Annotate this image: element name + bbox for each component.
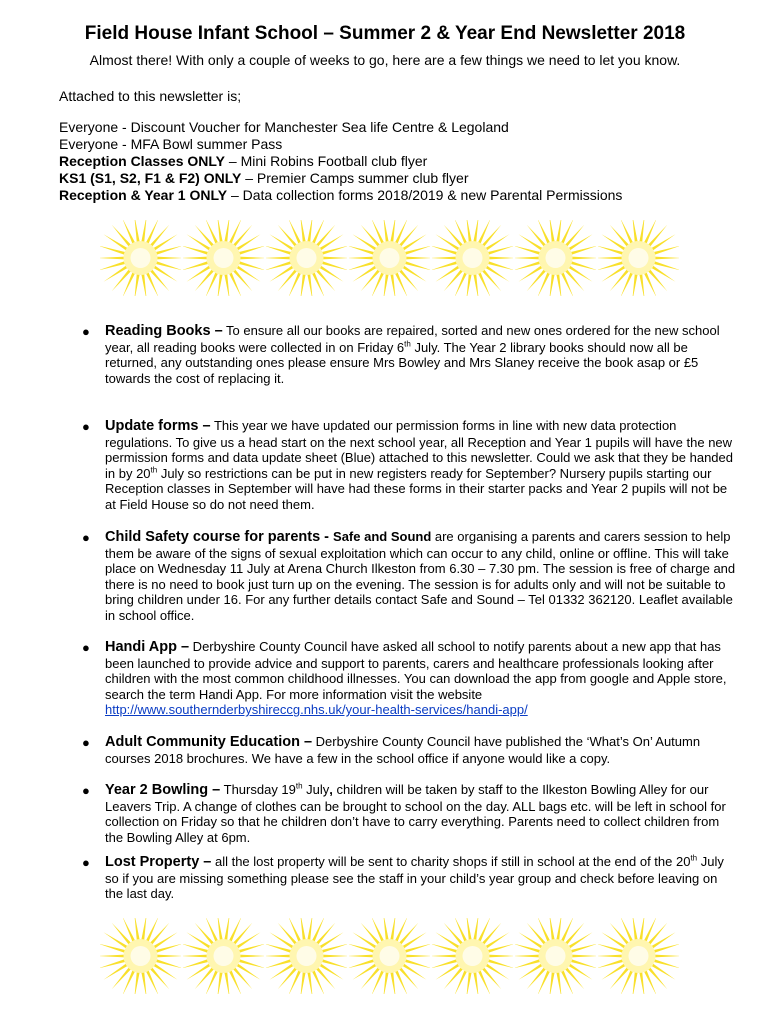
bullet-dot-icon: ● xyxy=(82,783,90,798)
sun-icon xyxy=(266,220,347,296)
sun-icon xyxy=(266,918,347,994)
bullet-adult-education: ● Adult Community Education – Derbyshire County Council have published the ‘What’s On’ Autumn courses 2018 brochures. We have a few in the school office if anyone would like a copy. xyxy=(82,734,701,766)
bullet-dot-icon: ● xyxy=(82,324,90,339)
news-bullets xyxy=(80,323,736,904)
bullet-dot-icon: ● xyxy=(82,530,90,545)
bullet-dot-icon: ● xyxy=(82,855,90,870)
sun-border-bottom xyxy=(100,918,679,994)
bullet-dot-icon: ● xyxy=(82,735,90,750)
bullet-dot-icon: ● xyxy=(82,419,90,434)
bullet-year2-bowling: ● Year 2 Bowling – Thursday 19th July, children will be taken by staff to the Ilkeston Bowling Alley for our Leavers Trip. A change of clothes can be brought to school on the day. ALL bags etc. will be left in school for collection on Friday so that he children don’t have to carry everything. Parents need to collect children from the Bowling Alley at 6pm. xyxy=(82,781,726,845)
sun-icon xyxy=(183,918,264,994)
sun-icon xyxy=(183,220,264,296)
bullet-update-forms: ● Update forms – This year we have updated our permission forms in line with new data protection regulations. To give us a head start on the next school year, all Reception and Year 1 pupils will have the new permission forms and data update sheet (Blue) attached to this newsletter. Could we ask that they be handed in by 20th July so restrictions can be put in new registers ready for September? Nursery pupils starting our Reception classes in September will have had these forms in their starter packs and Year 2 pupils will not be at Field House so do not need them. xyxy=(82,418,733,512)
attachment-item: Reception & Year 1 ONLY – Data collection forms 2018/2019 & new Parental Permissions xyxy=(59,187,623,203)
sun-icon xyxy=(515,220,596,296)
bullet-handi-app: ● Handi App – Derbyshire County Council have asked all school to notify parents about a new app that has been launched to provide advice and support to parents, carers and healthcare professionals looking after children with the most common childhood illnesses. You can download the app from google and Apple store, search the term Handi App. For more information visit the website http://www.southernderbyshireccg.nhs.uk/your-health-services/handi-app/ xyxy=(82,639,727,718)
sun-icon xyxy=(100,918,181,994)
handi-app-link[interactable]: http://www.southernderbyshireccg.nhs.uk/your-health-services/handi-app/ xyxy=(105,702,528,718)
bullet-lost-property: ● Lost Property – all the lost property will be sent to charity shops if still in school at the end of the 20th July so if you are missing something please see the staff in your child’s year group and check before leaving on the last day. xyxy=(82,853,724,902)
sun-icon xyxy=(432,918,513,994)
intro-text: Almost there! With only a couple of weeks to go, here are a few things we need to let you know. xyxy=(89,52,681,68)
attached-heading: Attached to this newsletter is; xyxy=(59,88,242,104)
sun-icon xyxy=(598,220,679,296)
sun-icon xyxy=(598,918,679,994)
bullet-child-safety: ● Child Safety course for parents - Safe and Sound are organising a parents and carers session to help them be aware of the signs of sexual exploitation which can occur to any child, online or offline. This will take place on Wednesday 11 July at Arena Church Ilkeston from 6.30 – 7.30 pm. The session is free of charge and there is no need to book just turn up on the evening. The session is for adults only and will not be suitable to bring children under 16. For any further details contact Safe and Sound – Tel 01332 362120. Leaflet available in school office. xyxy=(82,529,736,623)
page-title: Field House Infant School – Summer 2 & Year End Newsletter 2018 xyxy=(84,23,686,44)
sun-icon xyxy=(515,918,596,994)
sun-icon xyxy=(349,220,430,296)
attachment-item: Everyone - Discount Voucher for Manchester Sea life Centre & Legoland xyxy=(59,119,509,135)
sun-icon xyxy=(432,220,513,296)
sun-icon xyxy=(100,220,181,296)
attachment-list xyxy=(59,119,622,204)
sun-border-top xyxy=(100,220,679,296)
attachment-item: Everyone - MFA Bowl summer Pass xyxy=(59,136,283,152)
sun-icon xyxy=(349,918,430,994)
bullet-dot-icon: ● xyxy=(82,640,90,655)
attachment-item: Reception Classes ONLY – Mini Robins Football club flyer xyxy=(59,153,428,169)
bullet-reading-books: ● Reading Books – To ensure all our books are repaired, sorted and new ones ordered for the new school year, all reading books were collected in on Friday 6th July. The Year 2 library books should now all be returned, any outstanding ones please ensure Mrs Bowley and Mrs Slaney receive the book asap or £5 towards the cost of replacing it. xyxy=(82,323,720,386)
attachment-item: KS1 (S1, S2, F1 & F2) ONLY – Premier Camps summer club flyer xyxy=(59,170,469,186)
